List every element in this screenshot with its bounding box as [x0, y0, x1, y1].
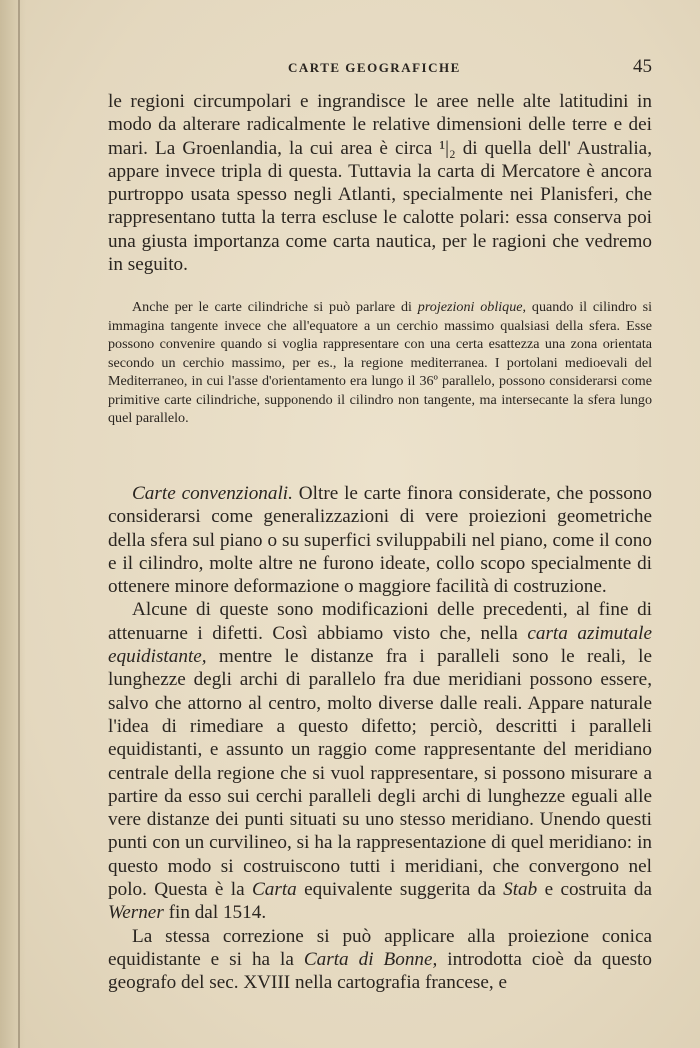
main-text-bottom — [108, 482, 652, 995]
paragraph-alcune — [108, 598, 652, 924]
binding-edge — [18, 0, 20, 1048]
small-print-note — [108, 298, 652, 428]
note-rest: , quando il cilindro si immagina tangente invece che all'equatore a un cerchio massimo qualsiasi della sfera. Esse possono convenire quando si voglia rappresentare con una certa esattezza una zona orientata secondo un cerchio massimo, per es., la regione mediterranea. I portolani medioevali del Mediterraneo, in cui l'asse d'orientamento era lungo il 36º parallelo, possono considerarsi come primitive carte cilindriche, supponendo il cilindro non tangente, ma intersecante la sfera lungo quel parallelo. — [108, 299, 652, 426]
page-header — [128, 56, 652, 82]
paragraph-3-emph3: Stab — [503, 879, 538, 901]
page-number: 45 — [633, 56, 652, 77]
paragraph-carte-convenzionali — [108, 482, 652, 598]
note-lead: Anche per le carte cilindriche si può parlare di — [132, 299, 418, 315]
paragraph-3-emph1: carta azimutale equidistante, — [108, 622, 653, 668]
main-text-top — [108, 90, 652, 276]
paragraph-2-text: Oltre le carte finora considerate, che possono considerarsi come generalizzazioni di vere proiezioni geometriche della sfera sul piano o su superfici sviluppabili nel piano, come il cono e il cilindro, molte altre ne furono ideate, collo scopo specialmente di ottenere minore deformazione o maggiore facilità di costruzione. — [108, 483, 652, 598]
section-heading-inline: Carte convenzionali. — [132, 483, 293, 504]
paragraph-4-emph1: Carta di Bonne, — [303, 948, 438, 970]
paragraph-3-part3: equivalente suggerita da — [296, 879, 504, 901]
paragraph-4-part1: La stessa correzione si può applicare alla proiezione conica equidistante e si ha la — [108, 925, 652, 970]
paragraph-la-stessa — [108, 925, 652, 995]
paragraph-3-emph2: Carta — [251, 879, 297, 901]
paragraph-3-part4: e costruita da — [537, 879, 652, 901]
paragraph-3-part2: mentre le distanze fra i paralleli sono le reali, le lunghezze degli archi di parallelo fra due meridiani possono essere, salvo che attorno al centro, molto diverse dalle reali. Appare naturale l'idea di rimediare a questo difetto; perciò, descritti i paralleli equidistanti, e assunto un raggio come rappresentante del meridiano centrale della regione che si vuol rappresentare, si possono misurare a partire da esso sui cerchi paralleli degli archi di lunghezze eguali alle vere distanze dei punti situati su uno stesso meridiano. Unendo questi punti con un curvilineo, si ha la rappresentazione di quel meridiano: in questo modo si costruiscono tutti i meridiani, che convergono nel polo. Questa è la — [108, 646, 652, 901]
paragraph-4-part2: introdotta cioè da questo geografo del sec. XVIII nella cartografia francese, e — [108, 948, 652, 994]
paragraph-continuation: le regioni circumpolari e ingrandisce le aree nelle alte latitudini in modo da alterare radicalmente le relative dimensioni delle terre e dei mari. La Groenlandia, la cui area è circa ¹|₂ di quella dell' Australia, appare invece tripla di questa. Tuttavia la carta di Mercatore è ancora purtroppo usata spesso negli Atlanti, specialmente nei Planisferi, che rappresentano tutta la terra escluse le calotte polari: essa conserva poi una giusta importanza come carta nautica, per le ragioni che vedremo in seguito. — [108, 91, 652, 276]
paragraph-3-part1: Alcune di queste sono modificazioni delle precedenti, al fine di attenuarne i difetti. Così abbiamo visto che, nella — [108, 599, 652, 644]
page-binding-shadow — [0, 0, 26, 1048]
note-paragraph — [108, 298, 652, 428]
note-emphasis: projezioni oblique — [417, 299, 523, 315]
running-head: CARTE GEOGRAFICHE — [288, 60, 461, 75]
paragraph-3-emph4: Werner — [108, 902, 164, 924]
paragraph-3-part5: fin dal 1514. — [163, 902, 267, 924]
